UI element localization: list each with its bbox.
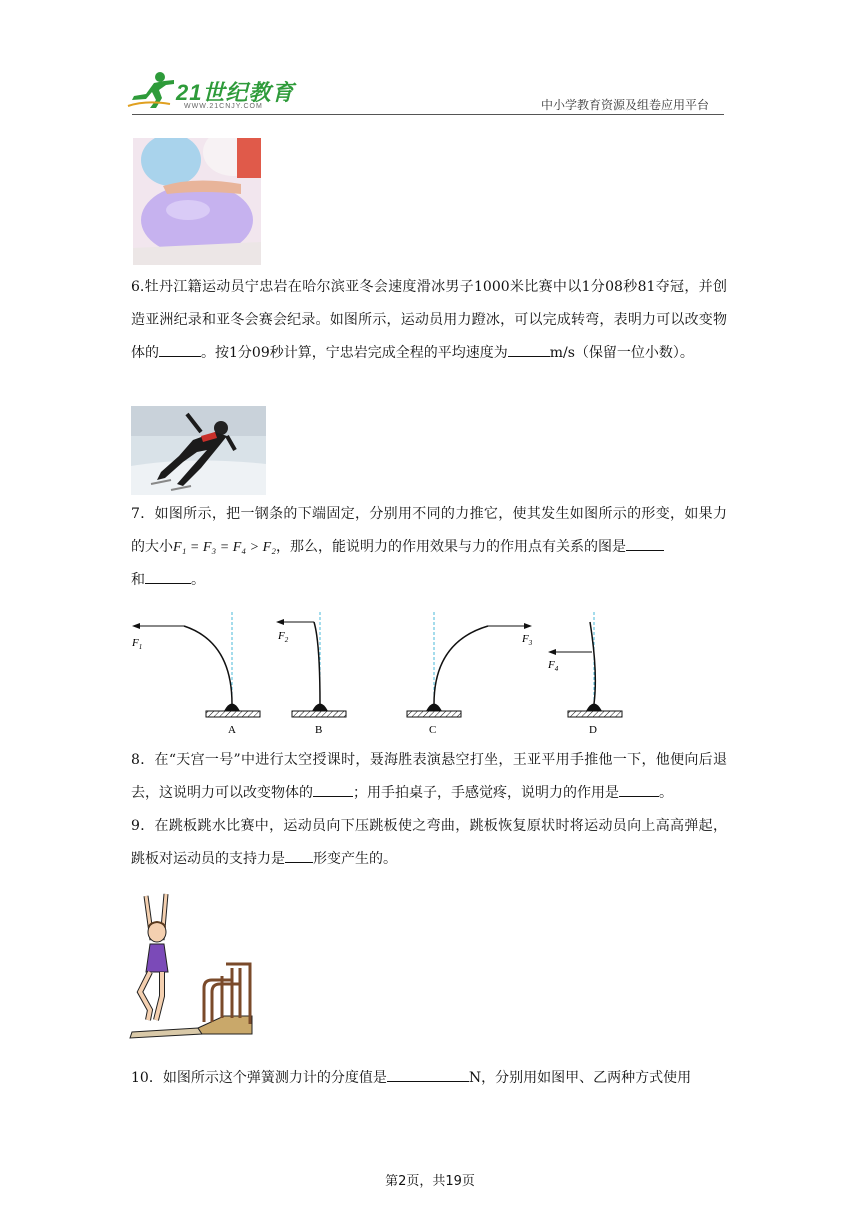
- balloon-photo: [133, 138, 261, 265]
- force-f1: $F_1$: [132, 637, 143, 651]
- figure-a: [131, 612, 260, 736]
- q6-answer-blank-1[interactable]: [159, 342, 201, 357]
- runner-logo-icon: [126, 70, 178, 110]
- question-8: [131, 744, 727, 810]
- label-b: B: [315, 724, 323, 736]
- q8-text-b: ；用手拍桌子，手感觉疼，说明力的作用是: [353, 785, 619, 801]
- q7-answer-blank-1[interactable]: [626, 536, 664, 551]
- q6-answer-blank-2[interactable]: [508, 342, 550, 357]
- q8-answer-blank-1[interactable]: [313, 782, 353, 797]
- figure-c: [407, 612, 533, 736]
- logo-text: 21世纪教育: [176, 80, 295, 105]
- question-10: [131, 1062, 727, 1095]
- q10-text: 10．如图所示这个弹簧测力计的分度值是: [131, 1070, 387, 1086]
- skater-photo: [131, 406, 266, 495]
- platform-name: 中小学教育资源及组卷应用平台: [541, 98, 710, 112]
- figure-b: [276, 612, 346, 736]
- diver-illustration: [128, 888, 254, 1044]
- q10-text-b: N，分别用如图甲、乙两种方式使用: [468, 1070, 692, 1086]
- page-footer: 第2页，共19页: [385, 1174, 475, 1189]
- q8-text: 8．在“天宫一号”中进行太空授课时，聂海胜表演悬空打坐，王亚平用手推他一下，他便向后退去，这说明力可以改变物体的: [131, 752, 727, 801]
- q9-text-b: 形变产生的。: [313, 851, 397, 867]
- label-c: C: [429, 724, 437, 736]
- q7-text-d: 。: [191, 572, 205, 588]
- q10-answer-blank[interactable]: [387, 1067, 469, 1082]
- question-7: [131, 498, 727, 597]
- q6-text: 6.牡丹江籍运动员宁忠岩在哈尔滨亚冬会速度滑冰男子1000米比赛中以1分08秒81夺冠，并创造亚洲纪录和亚冬会赛会纪录。如图所示，运动员用力蹬冰，可以完成转弯，表明力可以改变物体的: [131, 279, 727, 361]
- force-f3: $F_3$: [522, 633, 533, 647]
- q6-text-b: 。按1分09秒计算，宁忠岩完成全程的平均速度为: [201, 345, 508, 361]
- q7-text-b: ，那么，能说明力的作用效果与力的作用点有关系的图是: [276, 539, 627, 555]
- q9-text: 9．在跳板跳水比赛中，运动员向下压跳板使之弯曲，跳板恢复原状时将运动员向上高高弹起，跳板对运动员的支持力是: [131, 818, 727, 867]
- q7-answer-blank-2[interactable]: [145, 569, 191, 584]
- q7-figure: [126, 612, 636, 740]
- figure-d: [547, 612, 622, 736]
- logo-url: WWW.21CNJY.COM: [184, 103, 263, 110]
- q7-formula: F₁ = F₃ = F₄ > F₂: [173, 540, 277, 555]
- header-divider: [132, 114, 724, 115]
- label-a: A: [228, 724, 236, 736]
- label-d: D: [589, 724, 597, 736]
- question-9: [131, 810, 727, 876]
- force-f2: $F_2$: [278, 630, 289, 644]
- q6-text-c: m/s（保留一位小数）。: [549, 345, 694, 361]
- question-6: [131, 271, 727, 370]
- logo: [126, 70, 296, 114]
- q8-text-c: 。: [659, 785, 673, 801]
- q9-answer-blank[interactable]: [285, 848, 313, 863]
- force-f4: $F_4$: [548, 659, 559, 673]
- q7-text: 7．如图所示，把一钢条的下端固定，分别用不同的力推它，使其发生如图所示的形变，如果力的大小: [131, 506, 727, 555]
- q7-text-c: 和: [131, 572, 145, 588]
- q8-answer-blank-2[interactable]: [619, 782, 659, 797]
